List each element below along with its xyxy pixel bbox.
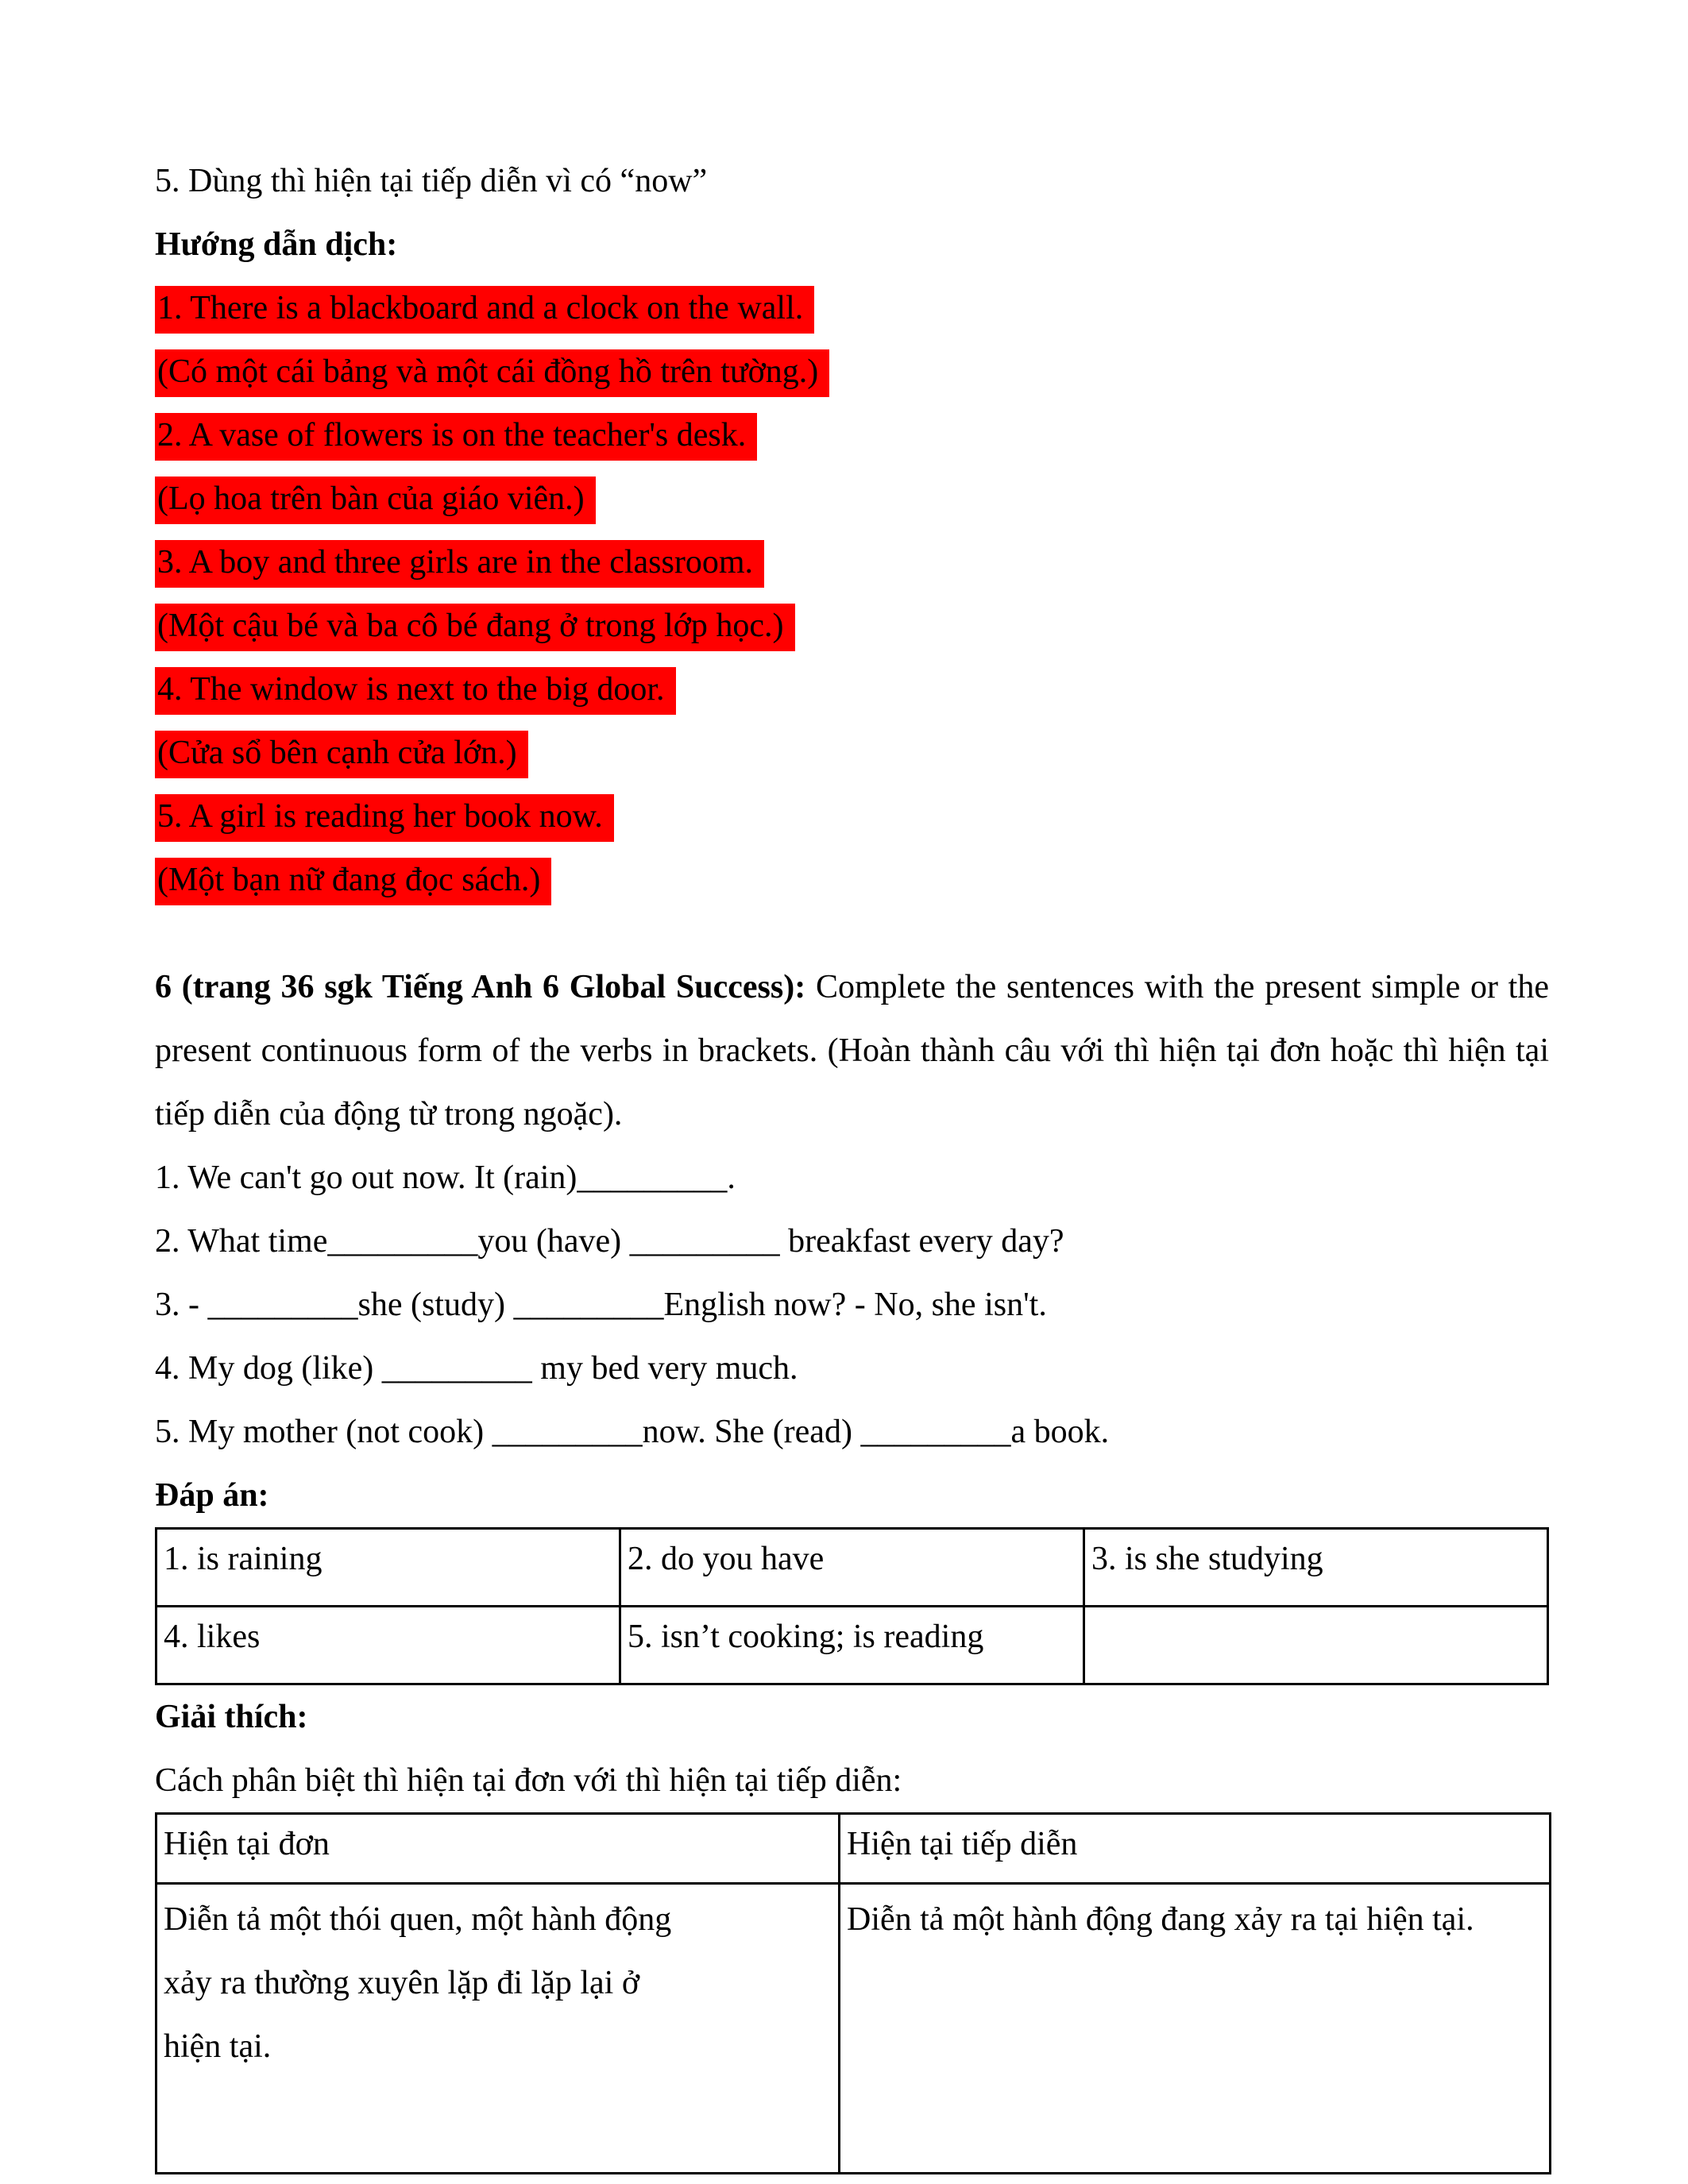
- exercise6-sentences: [155, 1146, 1549, 1464]
- highlighted-line: [155, 403, 1549, 467]
- comparison-table: [155, 1812, 1551, 2174]
- answer-cell: 2. do you have: [620, 1529, 1084, 1607]
- table-row: [156, 1884, 1551, 2174]
- highlighted-translations: [155, 276, 1549, 912]
- explanation-heading: Giải thích:: [155, 1699, 308, 1735]
- sentence-line: 4. My dog (like) _________ my bed very much.: [155, 1350, 798, 1387]
- highlight-text: 5. A girl is reading her book now.: [155, 794, 614, 842]
- highlighted-line: [155, 340, 1549, 403]
- sentence-line: 5. My mother (not cook) _________now. She (read) _________a book.: [155, 1414, 1110, 1450]
- answer-cell: 5. isn’t cooking; is reading: [620, 1607, 1084, 1684]
- answers-heading: Đáp án:: [155, 1477, 269, 1514]
- highlighted-line: [155, 594, 1549, 658]
- highlight-text: 4. The window is next to the big door.: [155, 667, 676, 715]
- sentence-line: 1. We can't go out now. It (rain)_________.: [155, 1160, 736, 1196]
- comparison-cell: [840, 1884, 1551, 2174]
- highlight-text: 1. There is a blackboard and a clock on the wall.: [155, 286, 814, 334]
- highlighted-line: [155, 531, 1549, 594]
- comparison-cell-text: Diễn tả một thói quen, một hành động xảy ra thường xuyên lặp đi lặp lại ở hiện tại.: [164, 1901, 672, 2065]
- sentence-line: 2. What time_________you (have) _________ breakfast every day?: [155, 1223, 1064, 1260]
- answer-cell: [1084, 1607, 1548, 1684]
- note-line: 5. Dùng thì hiện tại tiếp diễn vì có “now”: [155, 163, 708, 199]
- answer-cell: 3. is she studying: [1084, 1529, 1548, 1607]
- table-row: [156, 1607, 1548, 1684]
- sentence-line: 3. - _________she (study) _________English now? - No, she isn't.: [155, 1287, 1047, 1323]
- exercise6-instructions: Complete the sentences with the present simple or the present continuous form of the verbs in brackets. (Hoàn thành câu với thì hiện tại đơn hoặc thì hiện tại tiếp diễn của động từ trong ngoặc).: [155, 969, 1549, 1133]
- table-row: [156, 1529, 1548, 1607]
- highlight-text: (Một bạn nữ đang đọc sách.): [155, 858, 551, 905]
- comparison-cell: [156, 1884, 840, 2174]
- highlighted-line: [155, 658, 1549, 721]
- highlight-text: (Cửa sổ bên cạnh cửa lớn.): [155, 731, 528, 778]
- highlight-text: 3. A boy and three girls are in the classroom.: [155, 540, 764, 588]
- highlighted-line: [155, 785, 1549, 848]
- translation-heading: Hướng dẫn dịch:: [155, 226, 398, 263]
- highlight-text: (Có một cái bảng và một cái đồng hồ trên tường.): [155, 349, 829, 397]
- highlighted-line: [155, 276, 1549, 340]
- answer-cell: 4. likes: [156, 1607, 620, 1684]
- highlight-text: (Một cậu bé và ba cô bé đang ở trong lớp học.): [155, 604, 795, 651]
- highlighted-line: [155, 721, 1549, 785]
- column-header: Hiện tại tiếp diễn: [840, 1814, 1551, 1884]
- answer-cell: 1. is raining: [156, 1529, 620, 1607]
- highlighted-line: [155, 848, 1549, 912]
- exercise6-label: 6 (trang 36 sgk Tiếng Anh 6 Global Success):: [155, 969, 806, 1005]
- highlight-text: 2. A vase of flowers is on the teacher's desk.: [155, 413, 757, 461]
- highlight-text: (Lọ hoa trên bàn của giáo viên.): [155, 477, 596, 524]
- column-header: Hiện tại đơn: [156, 1814, 840, 1884]
- highlighted-line: [155, 467, 1549, 531]
- comparison-cell-text: Diễn tả một hành động đang xảy ra tại hiện tại.: [847, 1901, 1474, 1938]
- answers-table: [155, 1527, 1549, 1685]
- exercise6-paragraph: [155, 955, 1549, 1146]
- explanation-intro: Cách phân biệt thì hiện tại đơn với thì hiện tại tiếp diễn:: [155, 1762, 902, 1799]
- table-header-row: [156, 1814, 1551, 1884]
